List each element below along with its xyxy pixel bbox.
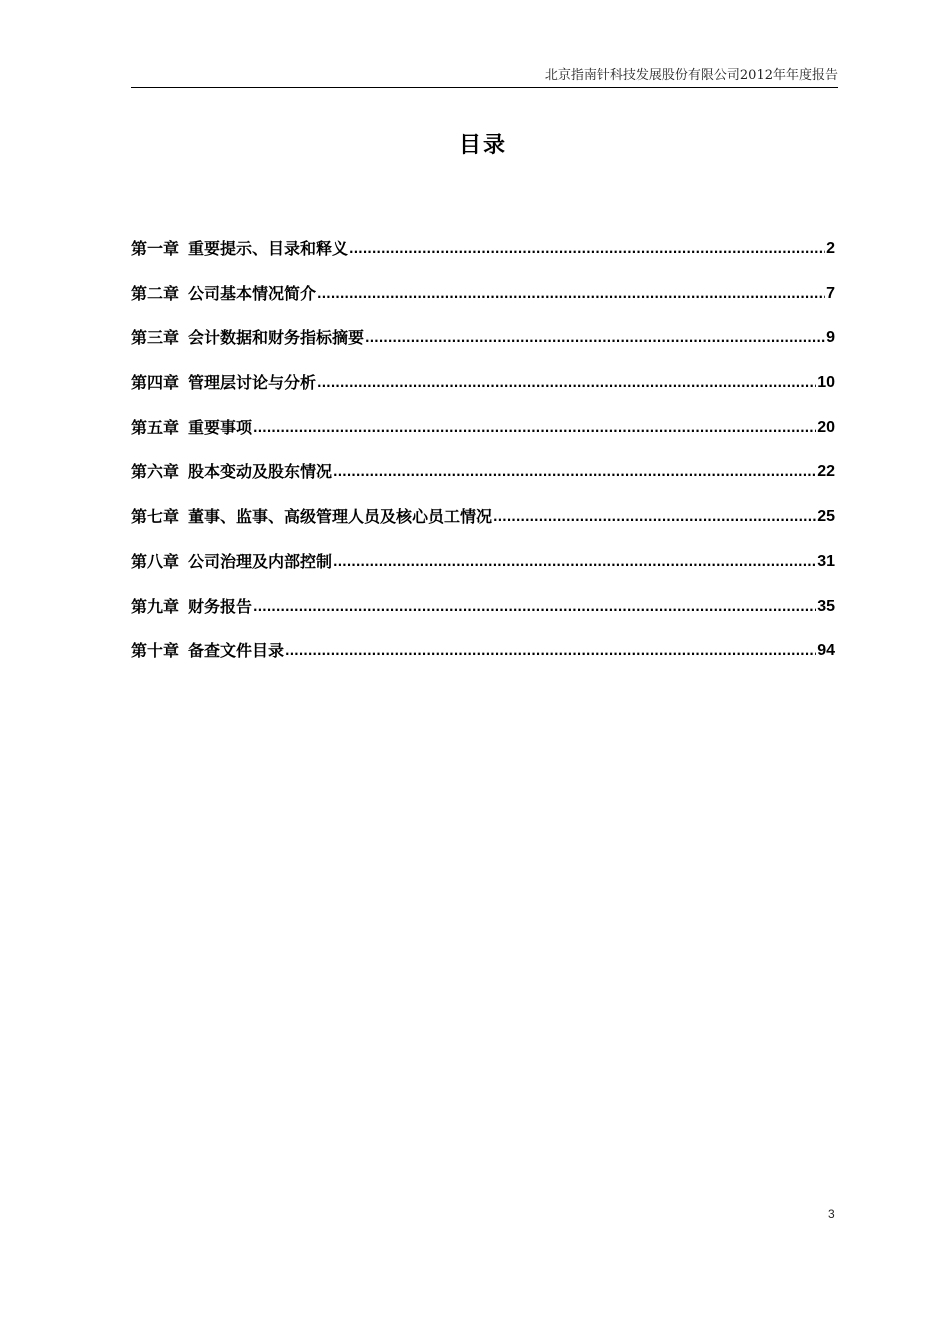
toc-page-number: 25 (817, 508, 835, 526)
toc-chapter-label: 第一章 (131, 239, 180, 258)
toc-chapter-label: 第四章 (131, 373, 180, 393)
toc-title: 目录 (458, 133, 507, 158)
toc-page-number: 31 (817, 552, 835, 570)
toc-page-number: 7 (826, 284, 835, 302)
toc-entry-chapter-2[interactable] (131, 281, 835, 326)
toc-page-number: 22 (817, 463, 835, 481)
toc-leader-dots (333, 459, 816, 485)
toc-page-number: 35 (817, 597, 835, 615)
toc-chapter-label: 第八章 (131, 551, 180, 571)
toc-leader-dots (253, 415, 816, 441)
toc-page-number: 20 (817, 418, 835, 436)
toc-leader-dots (365, 325, 825, 351)
toc-chapter-name: 重要提示、目录和释义 (188, 239, 349, 258)
page-header (131, 62, 838, 88)
toc-entry-chapter-3[interactable] (131, 325, 835, 370)
toc-entry-chapter-4[interactable] (131, 370, 835, 415)
toc-chapter-label: 第五章 (131, 417, 180, 437)
toc-leader-dots (317, 370, 816, 396)
toc-chapter-name: 会计数据和财务指标摘要 (188, 328, 365, 348)
toc-entry-chapter-6[interactable] (131, 459, 835, 504)
toc-entry-chapter-8[interactable] (131, 549, 835, 594)
toc-leader-dots (333, 549, 816, 575)
toc-chapter-label: 第十章 (131, 641, 180, 661)
toc-chapter-name: 管理层讨论与分析 (188, 373, 317, 393)
toc-chapter-label: 第九章 (131, 596, 180, 616)
toc-page-number: 2 (826, 240, 835, 257)
toc-chapter-name: 重要事项 (188, 417, 253, 437)
toc-entry-chapter-7[interactable] (131, 504, 835, 549)
toc-chapter-name: 财务报告 (188, 596, 253, 616)
header-title: 北京指南针科技发展股份有限公司2012年年度报告 (544, 68, 838, 83)
toc-entry-chapter-10[interactable] (131, 638, 835, 683)
toc-chapter-name: 公司基本情况简介 (188, 283, 317, 303)
toc-page-number: 94 (817, 642, 835, 660)
toc-chapter-name: 股本变动及股东情况 (188, 462, 333, 482)
toc-chapter-label: 第二章 (131, 283, 180, 303)
toc-chapter-name: 备查文件目录 (188, 641, 285, 661)
toc-page-number: 9 (826, 329, 835, 347)
toc-chapter-label: 第六章 (131, 462, 180, 482)
table-of-contents (131, 236, 835, 683)
toc-leader-dots (253, 594, 816, 620)
toc-entry-chapter-9[interactable] (131, 594, 835, 639)
toc-chapter-label: 第三章 (131, 328, 180, 348)
toc-chapter-name: 公司治理及内部控制 (188, 551, 333, 571)
toc-page-number: 10 (817, 374, 835, 392)
toc-leader-dots (285, 638, 816, 664)
toc-entry-chapter-5[interactable] (131, 415, 835, 460)
toc-leader-dots (349, 236, 825, 262)
toc-leader-dots (493, 504, 816, 530)
page-number: 3 (828, 1207, 835, 1221)
toc-leader-dots (317, 281, 825, 307)
toc-chapter-name: 董事、监事、高级管理人员及核心员工情况 (188, 507, 493, 527)
toc-chapter-label: 第七章 (131, 507, 180, 527)
toc-entry-chapter-1[interactable] (131, 236, 835, 281)
